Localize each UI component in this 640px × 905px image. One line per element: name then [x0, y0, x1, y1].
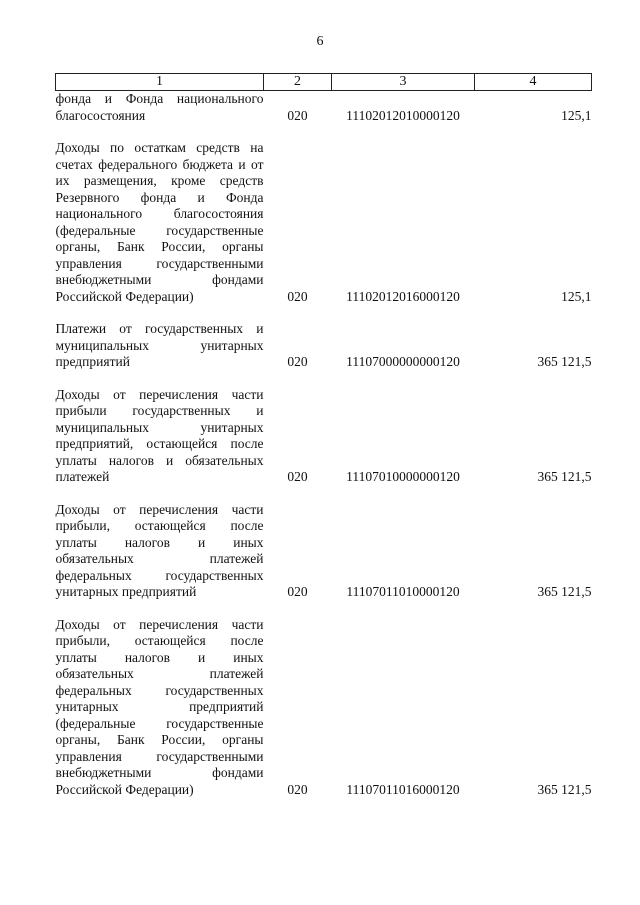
row-admin-code: 020 [287, 584, 308, 599]
column-header-2: 2 [264, 74, 332, 91]
row-amount: 365 121,5 [537, 354, 592, 369]
table-header-row [56, 74, 592, 91]
row-amount: 365 121,5 [537, 584, 592, 599]
row-classification-code: 11107010000000120 [346, 469, 460, 484]
row-classification-code: 11107000000000120 [346, 354, 460, 369]
column-header-3: 3 [332, 74, 475, 91]
row-name: Платежи от государственных и муниципальных унитарных предприятий [55, 321, 264, 369]
page-number: 6 [316, 34, 324, 49]
row-amount: 125,1 [561, 288, 592, 304]
table-row [56, 124, 592, 305]
row-admin-code: 020 [287, 354, 308, 369]
row-classification-code: 11102012010000120 [346, 107, 460, 123]
row-name: Доходы по остаткам средств на счетах федерального бюджета и от их размещения, кроме средств Резервного фонда и Фонда национального благосостояния (федеральные государственные органы, Банк России, органы управления государственными внебюджетными фондами Российской Федерации) [55, 140, 264, 304]
table-row [56, 486, 592, 601]
row-name: фонда и Фонда национального благосостояния [55, 91, 264, 123]
column-header-1: 1 [56, 74, 264, 91]
row-amount: 365 121,5 [537, 469, 592, 484]
row-name: Доходы от перечисления части прибыли, остающейся после уплаты налогов и иных обязательных платежей федеральных государственных унитарных предприятий [55, 501, 264, 599]
table-row [56, 91, 592, 125]
row-admin-code: 020 [287, 781, 308, 797]
row-classification-code: 11107011010000120 [346, 584, 460, 599]
table-row [56, 601, 592, 799]
column-header-4: 4 [475, 74, 592, 91]
revenue-table-container [55, 73, 591, 798]
row-admin-code: 020 [287, 288, 308, 304]
row-name: Доходы от перечисления части прибыли, остающейся после уплаты налогов и иных обязательных платежей федеральных государственных унитарных предприятий (федеральные государственные органы, Банк России, органы управления государственными внебюджетными фондами Российской Федерации) [55, 616, 264, 797]
revenue-table [55, 73, 592, 798]
row-name: Доходы от перечисления части прибыли государственных и муниципальных унитарных предприятий, остающейся после уплаты налогов и обязательных платежей [55, 386, 264, 484]
table-row [56, 305, 592, 371]
row-classification-code: 11102012016000120 [346, 288, 460, 304]
row-admin-code: 020 [287, 107, 308, 123]
row-amount: 125,1 [561, 107, 592, 123]
row-classification-code: 11107011016000120 [346, 781, 460, 797]
table-row [56, 371, 592, 486]
row-admin-code: 020 [287, 469, 308, 484]
row-amount: 365 121,5 [537, 781, 592, 797]
